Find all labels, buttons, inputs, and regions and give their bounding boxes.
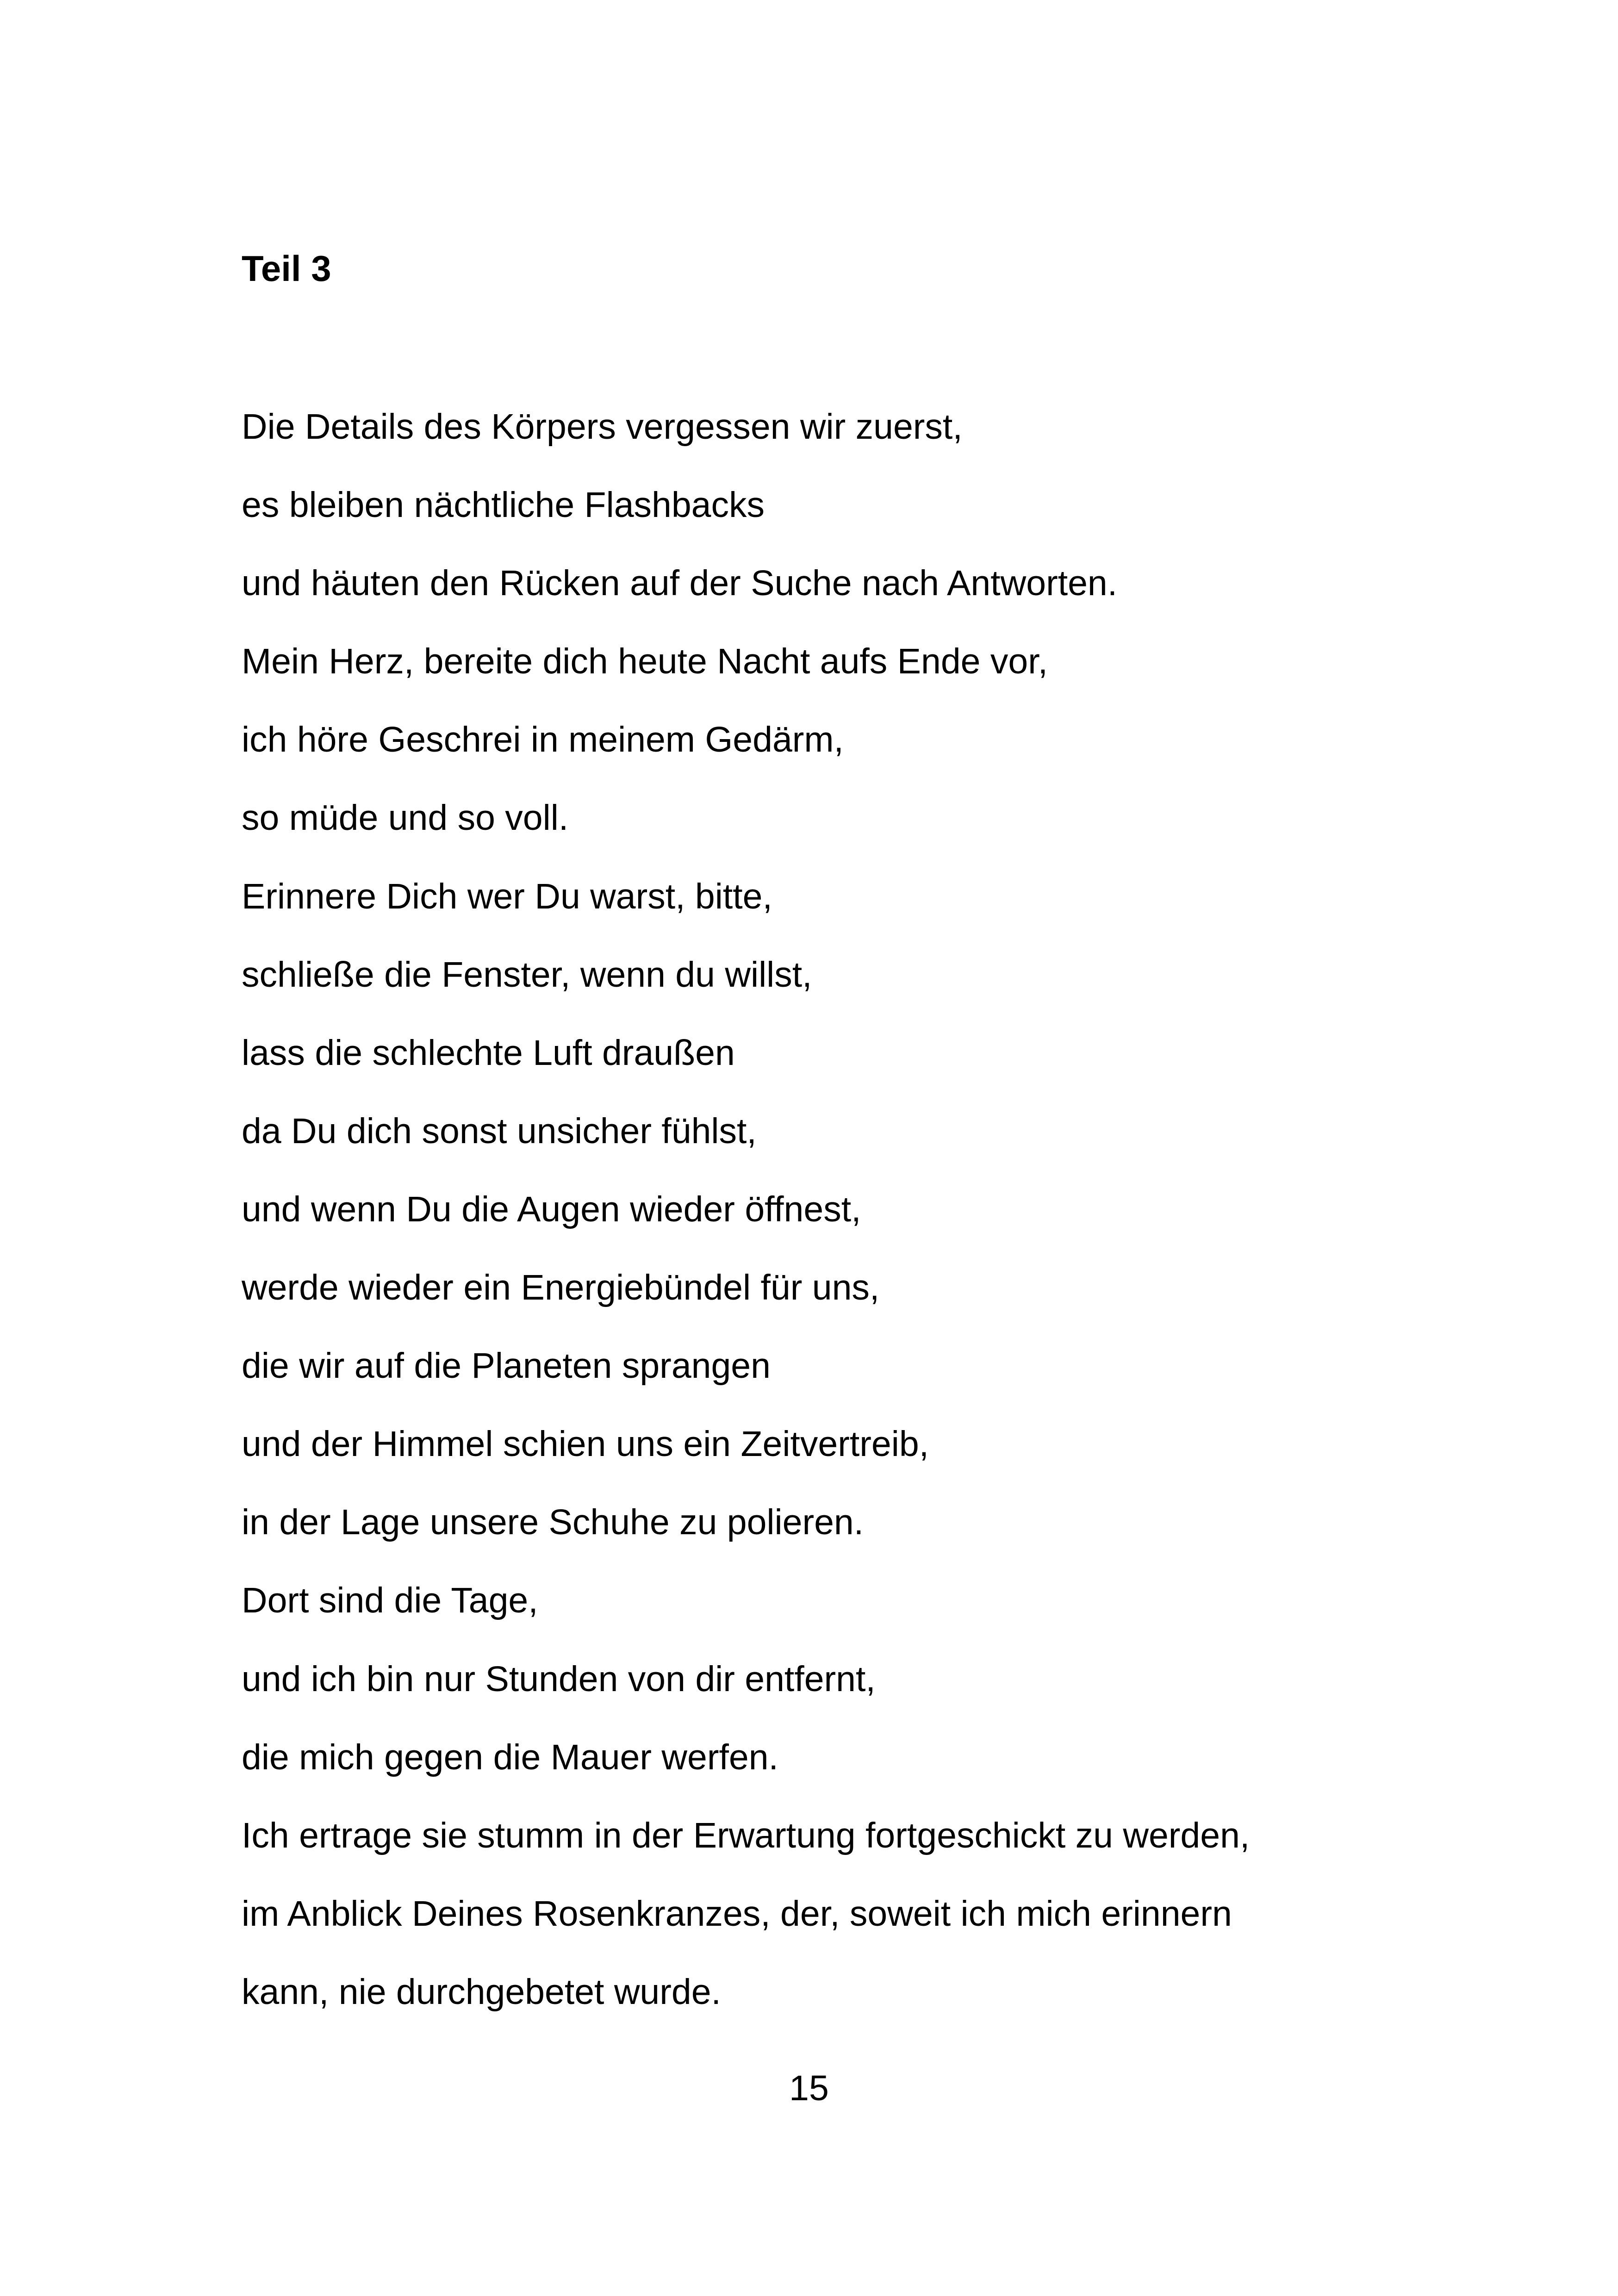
- poem-line: lass die schlechte Luft draußen: [242, 1033, 735, 1073]
- poem-line: und ich bin nur Stunden von dir entfernt,: [242, 1659, 876, 1699]
- poem-line: so müde und so voll.: [242, 798, 569, 838]
- poem-line: kann, nie durchgebetet wurde.: [242, 1972, 721, 2012]
- poem-line: ich höre Geschrei in meinem Gedärm,: [242, 720, 844, 760]
- poem-line: schließe die Fenster, wenn du willst,: [242, 954, 812, 995]
- poem-line: Ich ertrage sie stumm in der Erwartung fortgeschickt zu werden,: [242, 1815, 1250, 1855]
- poem-line: Die Details des Körpers vergessen wir zuerst,: [242, 407, 963, 447]
- page-number: 15: [789, 2068, 829, 2108]
- poem-line: in der Lage unsere Schuhe zu polieren.: [242, 1502, 864, 1543]
- poem-line: im Anblick Deines Rosenkranzes, der, soweit ich mich erinnern: [242, 1893, 1232, 1934]
- poem-line: Mein Herz, bereite dich heute Nacht aufs Ende vor,: [242, 641, 1048, 682]
- poem-line: und der Himmel schien uns ein Zeitvertreib,: [242, 1424, 929, 1464]
- poem-line: und wenn Du die Augen wieder öffnest,: [242, 1189, 861, 1229]
- poem-line: und häuten den Rücken auf der Suche nach Antworten.: [242, 563, 1118, 604]
- poem-body: [242, 399, 1250, 2042]
- poem-line: werde wieder ein Energiebündel für uns,: [242, 1268, 880, 1308]
- poem-line: da Du dich sonst unsicher fühlst,: [242, 1111, 757, 1151]
- poem-line: Erinnere Dich wer Du warst, bitte,: [242, 876, 772, 916]
- poem-line: Dort sind die Tage,: [242, 1580, 538, 1621]
- poem-line: die mich gegen die Mauer werfen.: [242, 1737, 778, 1777]
- section-heading: Teil 3: [242, 248, 331, 289]
- poem-line: die wir auf die Planeten sprangen: [242, 1346, 771, 1386]
- poem-line: es bleiben nächtliche Flashbacks: [242, 485, 765, 525]
